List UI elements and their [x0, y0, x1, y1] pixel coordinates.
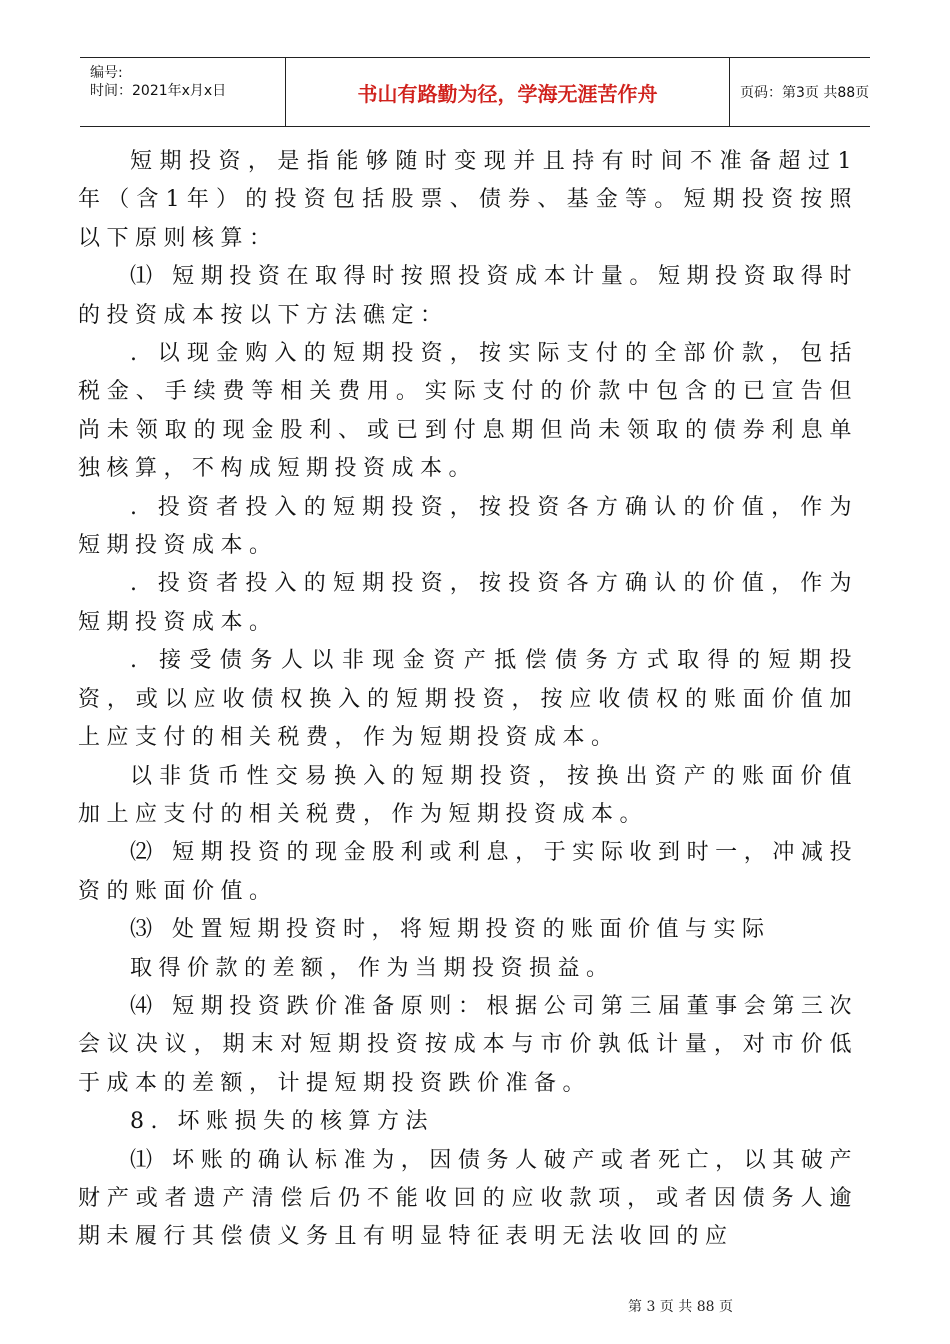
paragraph: 短期投资，是指能够随时变现并且持有时间不准备超过1年（含1年）的投资包括股票、债券、基金等。短期投资按照以下原则核算：	[78, 149, 858, 251]
paragraph: ⑶ 处置短期投资时，将短期投资的账面价值与实际	[130, 917, 771, 943]
paragraph: ⑵ 短期投资的现金股利或利息，于实际收到时一，冲减投资的账面价值。	[78, 840, 858, 904]
paragraph: 取得价款的差额，作为当期投资损益。	[130, 955, 615, 981]
paragraph: . 以现金购入的短期投资，按实际支付的全部价款，包括税金、手续费等相关费用。实际支付的价款中包含的已宣告但尚未领取的现金股利、或已到付息期但尚未领取的债券利息单独核算，不构成短期投资成本。	[78, 341, 858, 482]
paragraph: 8. 坏账损失的核算方法	[130, 1109, 434, 1135]
paragraph: ⑴ 坏账的确认标准为，因债务人破产或者死亡，以其破产财产或者遗产清偿后仍不能收回的应收款项，或者因债务人逾期未履行其偿债义务且有明显特征表明无法收回的应	[78, 1147, 858, 1250]
document-body	[78, 143, 858, 1257]
page-header	[80, 57, 870, 127]
serial-label: 编号:	[90, 65, 123, 81]
date-line: 时间：2021年x月x日	[90, 83, 227, 99]
paragraph: . 投资者投入的短期投资，按投资各方确认的价值，作为短期投资成本。	[78, 571, 858, 635]
paragraph: 以非货币性交易换入的短期投资，按换出资产的账面价值加上应支付的相关税费，作为短期投资成本。	[78, 763, 858, 827]
header-meta	[80, 58, 285, 126]
header-motto: 书山有路勤为径，学海无涯苦作舟	[285, 58, 730, 126]
paragraph: . 投资者投入的短期投资，按投资各方确认的价值，作为短期投资成本。	[78, 494, 858, 559]
paragraph: ⑷ 短期投资跌价准备原则：根据公司第三届董事会第三次会议决议，期末对短期投资按成本与市价孰低计量，对市价低于成本的差额，计提短期投资跌价准备。	[78, 993, 858, 1096]
paragraph: ⑴ 短期投资在取得时按照投资成本计量。短期投资取得时的投资成本按以下方法礁定：	[78, 264, 858, 328]
header-page-info: 页码：第3页 共88页	[740, 85, 870, 101]
paragraph: . 接受债务人以非现金资产抵偿债务方式取得的短期投资，或以应收债权换入的短期投资，按应收债权的账面价值加上应支付的相关税费，作为短期投资成本。	[78, 648, 858, 751]
page-footer: 第 3 页 共 88 页	[628, 1299, 733, 1315]
